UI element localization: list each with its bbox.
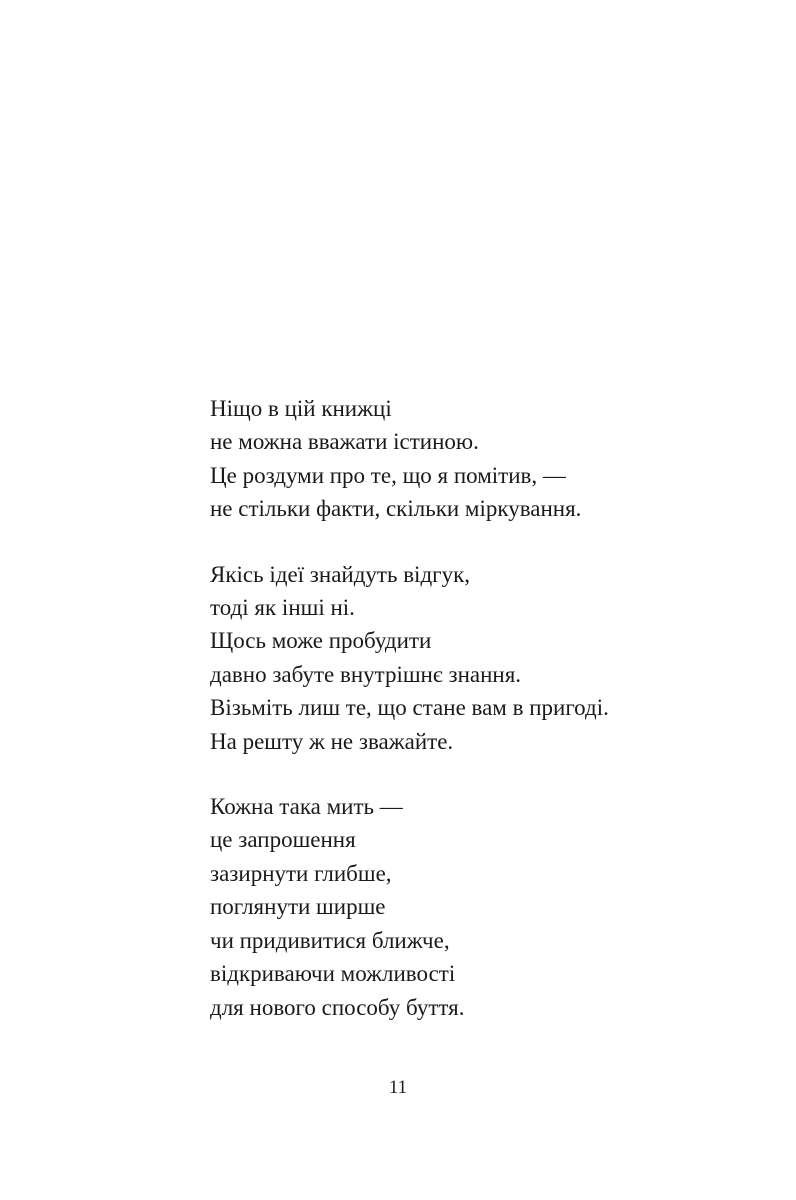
stanza-3 — [210, 790, 750, 1024]
stanza-line: Це роздуми про те, що я помітив, — — [210, 462, 566, 488]
stanza-line: Кожна така мить — — [210, 794, 403, 820]
stanza-line: Візьміть лиш те, що стане вам в пригоді. — [210, 695, 609, 721]
page-number: 11 — [388, 1077, 408, 1098]
stanza-line: зазирнути глибше, — [210, 860, 392, 886]
stanza-2 — [210, 558, 750, 758]
stanza-line: відкриваючи можливості — [210, 961, 456, 987]
stanza-line: це запрошення — [210, 827, 356, 853]
stanza-line: не стільки факти, скільки міркування. — [210, 496, 582, 522]
stanza-line: Якісь ідеї знайдуть відгук, — [210, 561, 471, 587]
stanza-1 — [210, 392, 750, 526]
stanza-line: поглянути ширше — [210, 894, 386, 920]
poem-text — [210, 392, 750, 1024]
stanza-line: для нового способу буття. — [210, 994, 465, 1020]
stanza-line: Щось може пробудити — [210, 628, 432, 654]
stanza-line: чи придивитися ближче, — [210, 927, 450, 953]
stanza-line: давно забуте внутрішнє знання. — [210, 661, 522, 687]
stanza-line: тоді як інші ні. — [210, 595, 355, 621]
stanza-line: Ніщо в цій книжці — [210, 396, 392, 421]
stanza-line: На решту ж не зважайте. — [210, 728, 454, 754]
stanza-line: не можна вважати істиною. — [210, 429, 479, 455]
